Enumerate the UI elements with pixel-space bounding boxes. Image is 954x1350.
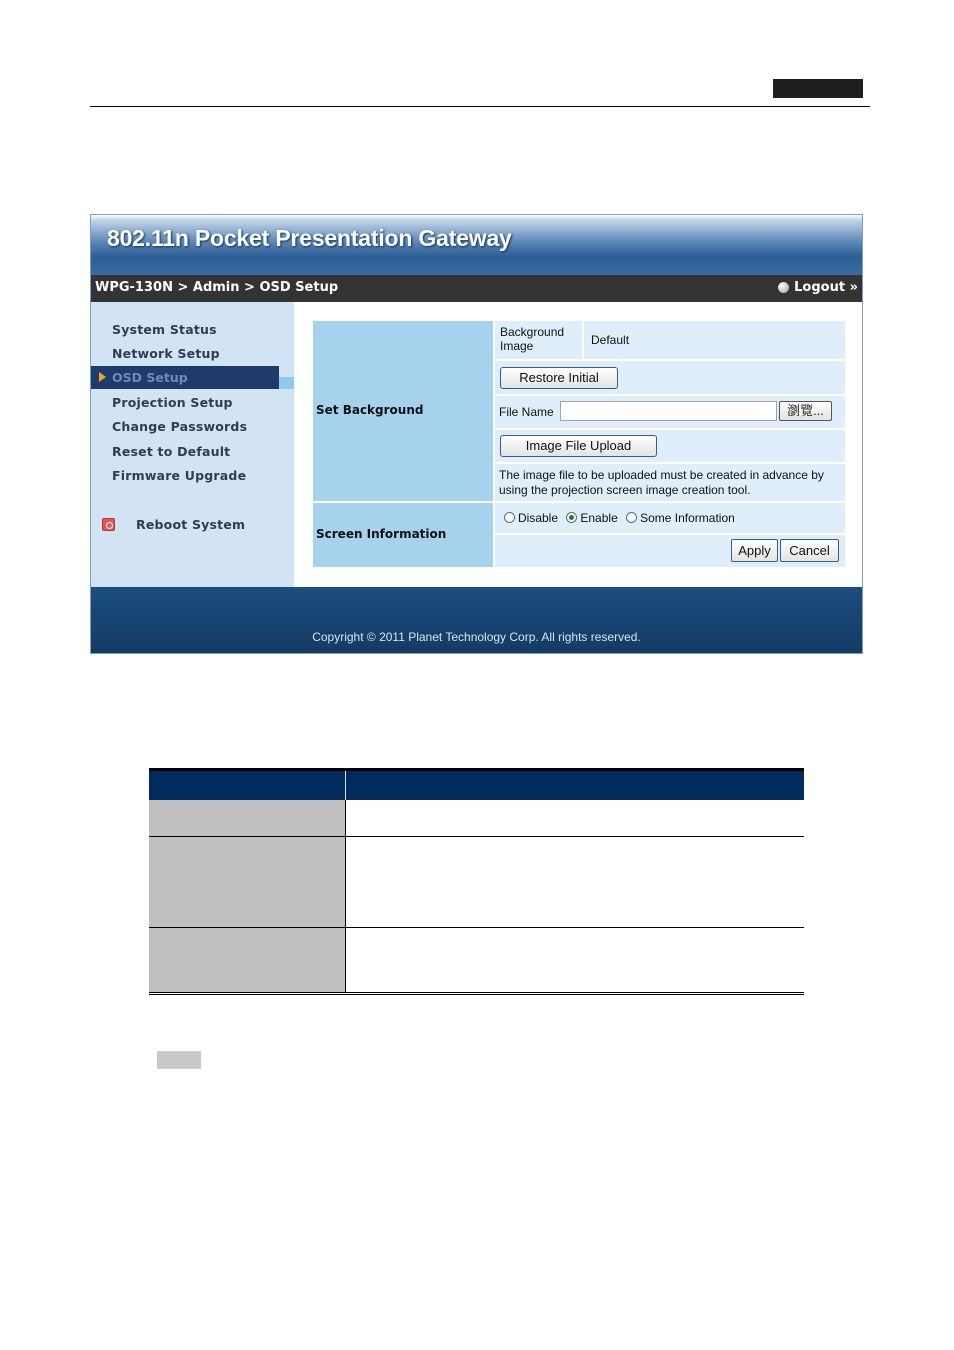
main-panel bbox=[294, 302, 862, 587]
logout-link[interactable] bbox=[778, 280, 858, 295]
upload-note: The image file to be uploaded must be created in advance by using the projection screen image creation tool. bbox=[495, 464, 845, 501]
banner bbox=[91, 215, 862, 275]
header-divider bbox=[345, 771, 346, 800]
sidebar bbox=[91, 302, 294, 587]
table-header bbox=[149, 771, 804, 800]
copyright: Copyright © 2011 Planet Technology Corp. All rights reserved. bbox=[312, 630, 641, 644]
enable-radio[interactable] bbox=[566, 512, 577, 523]
some-information-radio-label: Some Information bbox=[640, 511, 735, 525]
breadcrumb: WPG-130N > Admin > OSD Setup bbox=[95, 280, 339, 295]
file-name-label: File Name bbox=[499, 405, 554, 419]
table-row bbox=[149, 800, 804, 837]
reboot-system-link[interactable]: Reboot System bbox=[136, 517, 246, 532]
background-image-label: Background Image bbox=[495, 321, 582, 359]
disable-radio[interactable] bbox=[504, 512, 515, 523]
sidebar-item-firmware-upgrade[interactable]: Firmware Upgrade bbox=[112, 468, 247, 483]
restore-initial-button[interactable]: Restore Initial bbox=[500, 367, 618, 389]
some-information-radio[interactable] bbox=[626, 512, 637, 523]
table-row-label-cell bbox=[149, 800, 346, 837]
sidebar-item-osd-setup[interactable] bbox=[91, 366, 279, 389]
cancel-button[interactable]: Cancel bbox=[780, 539, 839, 562]
active-indicator bbox=[279, 377, 294, 389]
breadcrumb-bar bbox=[91, 275, 862, 302]
sidebar-item-system-status[interactable]: System Status bbox=[112, 322, 217, 337]
image-file-upload-button[interactable]: Image File Upload bbox=[500, 435, 657, 457]
sidebar-item-projection-setup[interactable]: Projection Setup bbox=[112, 395, 233, 410]
file-name-row bbox=[495, 396, 845, 428]
table-row-label-cell bbox=[149, 928, 346, 992]
screen-info-options bbox=[495, 503, 845, 533]
banner-title: 802.11n Pocket Presentation Gateway bbox=[107, 225, 512, 251]
screen-information-label: Screen Information bbox=[313, 503, 493, 567]
logout-icon bbox=[778, 282, 789, 293]
background-image-value: Default bbox=[584, 321, 845, 359]
table-row bbox=[149, 928, 804, 992]
table-row-label-cell bbox=[149, 837, 346, 928]
action-row bbox=[495, 535, 845, 567]
disable-radio-label: Disable bbox=[518, 511, 559, 525]
sidebar-item-change-passwords[interactable]: Change Passwords bbox=[112, 419, 248, 434]
file-name-input[interactable] bbox=[560, 401, 777, 421]
sidebar-item-label: OSD Setup bbox=[112, 370, 188, 385]
footer bbox=[91, 587, 862, 653]
set-background-label: Set Background bbox=[313, 321, 493, 501]
logout-label: Logout » bbox=[794, 280, 858, 295]
header-rule bbox=[90, 106, 870, 107]
header-tab-block bbox=[773, 79, 863, 98]
active-arrow-icon bbox=[99, 372, 106, 382]
browse-button[interactable]: 瀏覽... bbox=[779, 401, 832, 421]
upload-row bbox=[495, 430, 845, 462]
restore-row bbox=[495, 361, 845, 394]
apply-button[interactable]: Apply bbox=[731, 539, 778, 562]
note-tag bbox=[157, 1051, 201, 1069]
screenshot-frame bbox=[90, 214, 863, 654]
sidebar-item-network-setup[interactable]: Network Setup bbox=[112, 346, 220, 361]
table-row bbox=[149, 837, 804, 928]
power-icon bbox=[102, 518, 115, 531]
enable-radio-label: Enable bbox=[580, 511, 618, 525]
sidebar-item-reset-to-default[interactable]: Reset to Default bbox=[112, 444, 231, 459]
table-bottom-rule bbox=[149, 992, 804, 995]
